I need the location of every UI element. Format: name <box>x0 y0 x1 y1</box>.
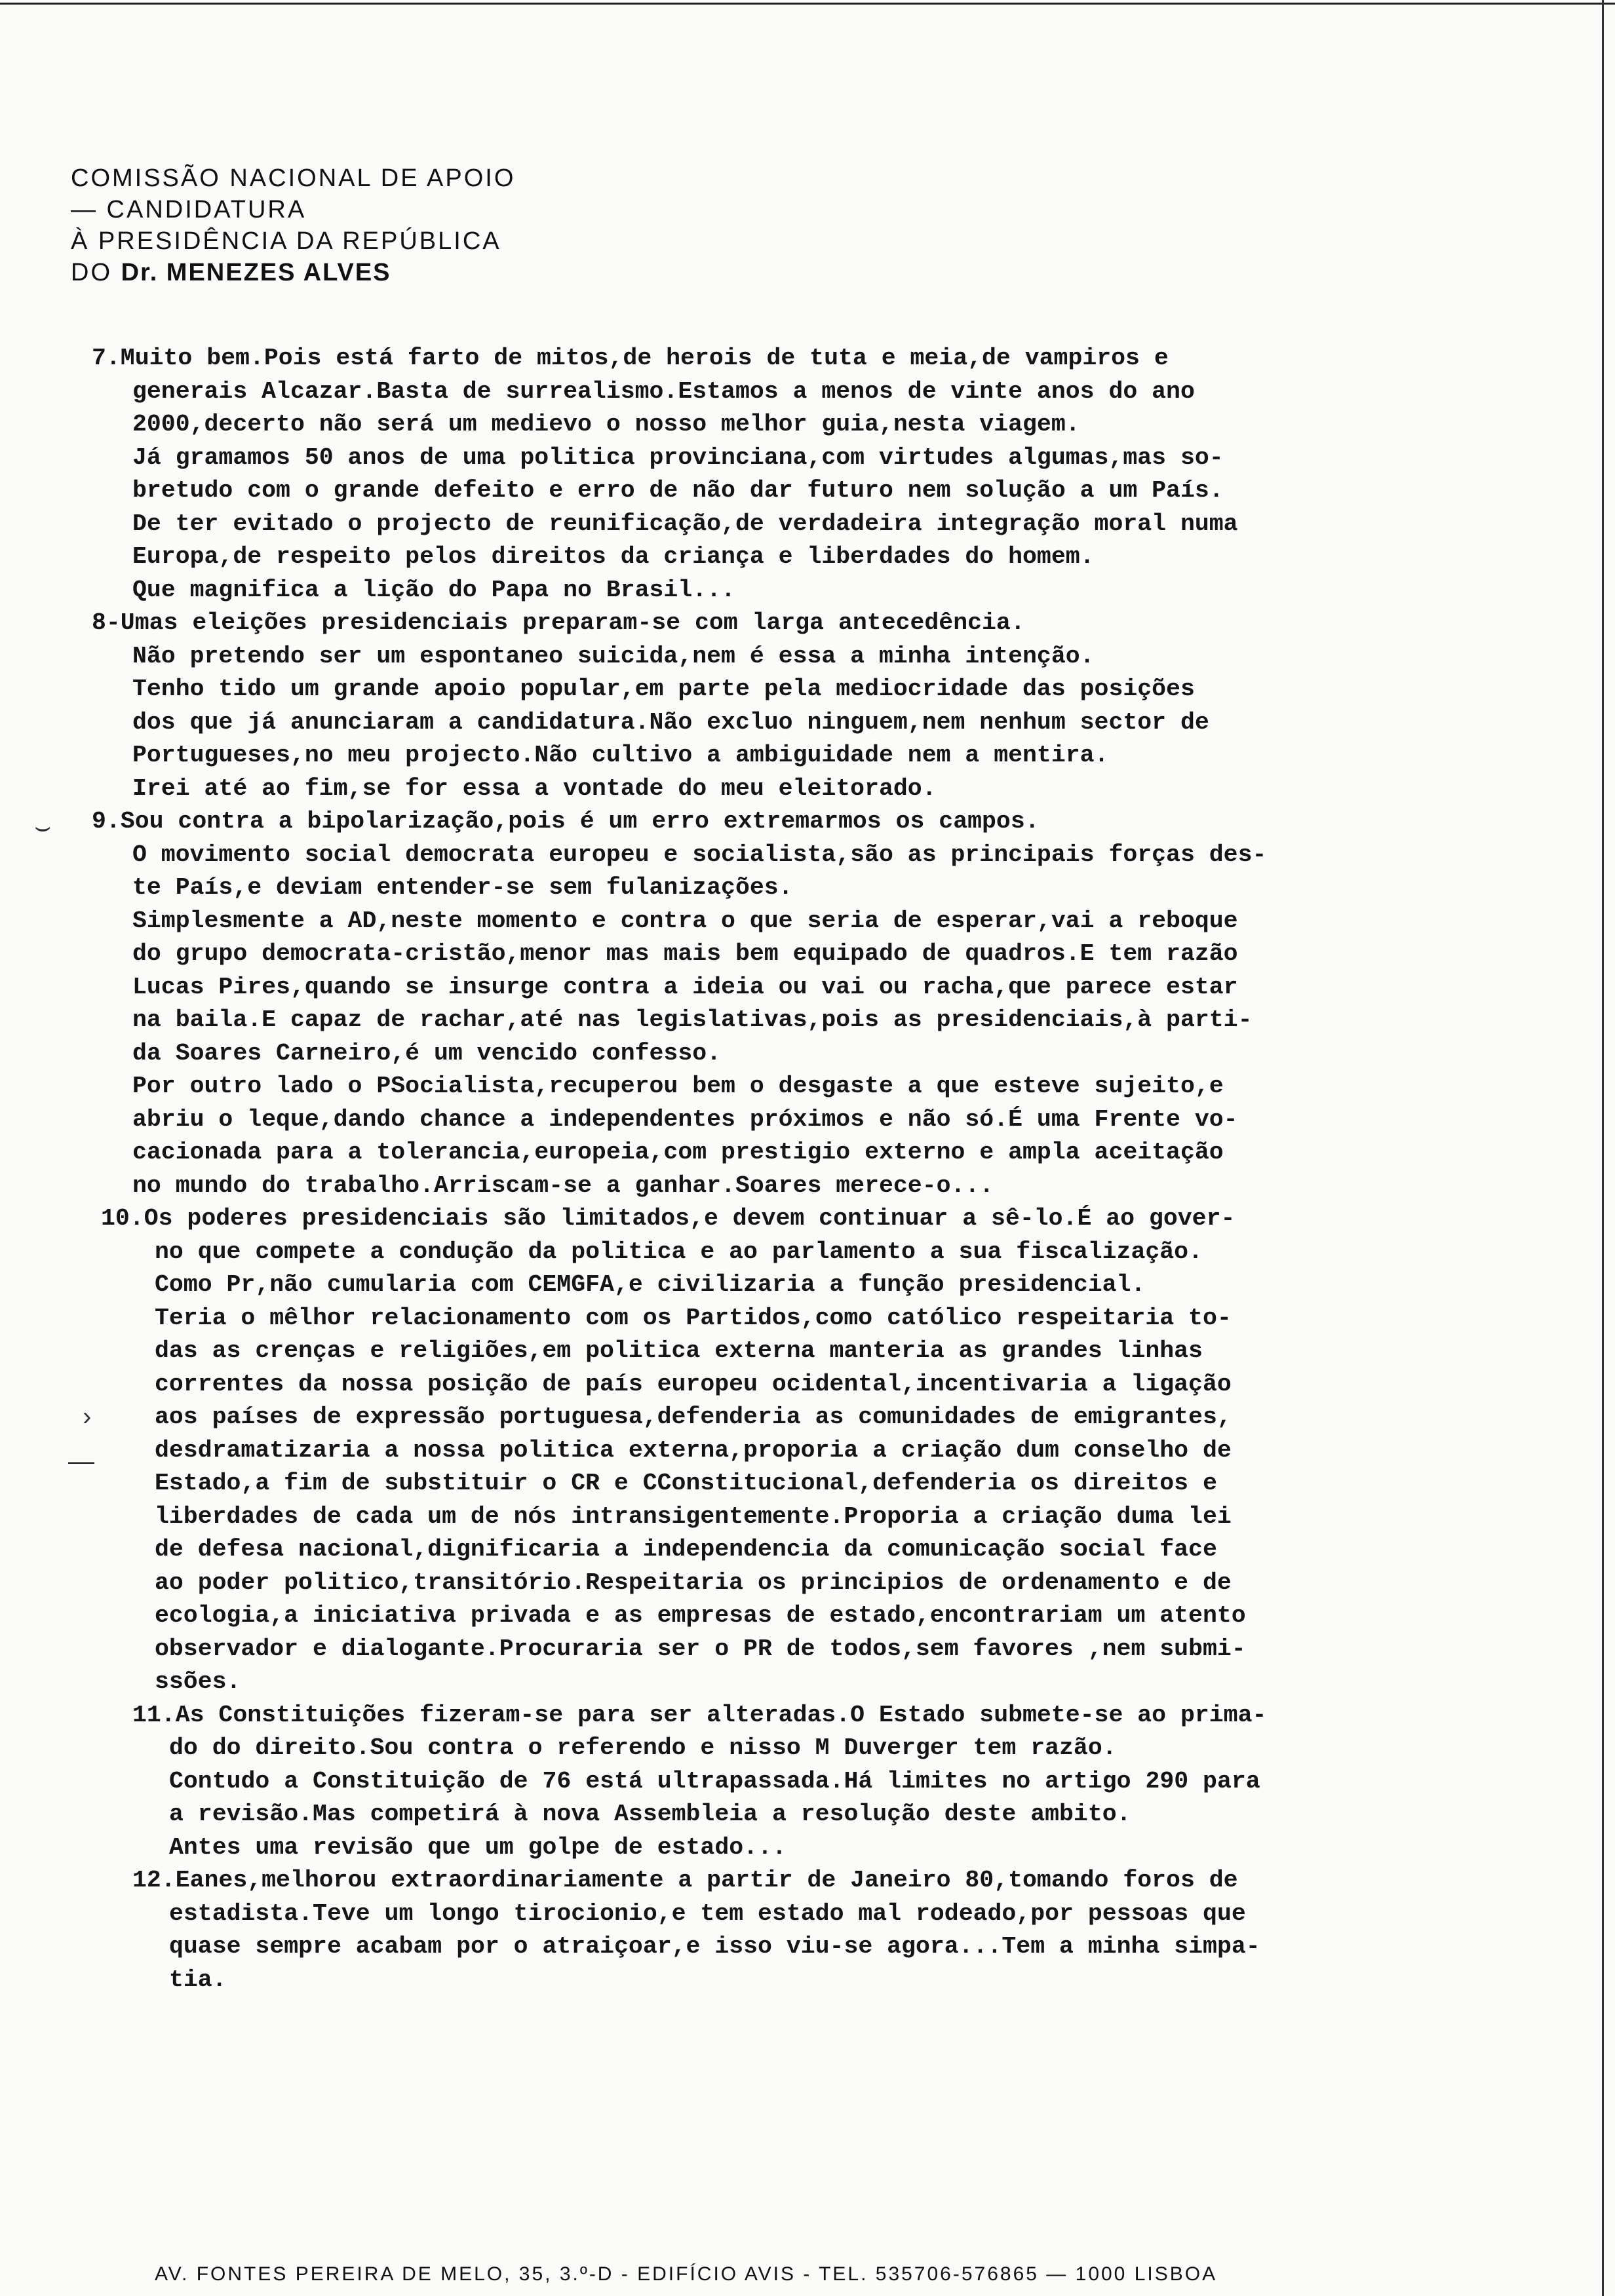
letterhead <box>71 163 515 288</box>
paragraph-line: 2000,decerto não será um medievo o nosso melhor guia,nesta viagem. <box>132 411 1080 438</box>
paragraph-10 <box>92 1202 1514 1699</box>
paragraph-line: desdramatizaria a nossa politica externa,proporia a criação dum conselho de <box>155 1436 1232 1464</box>
letterhead-line-1: COMISSÃO NACIONAL DE APOIO <box>71 164 516 192</box>
paragraph-line: das as crenças e religiões,em politica externa manteria as grandes linhas <box>155 1337 1203 1364</box>
letterhead-line-4 <box>71 257 515 288</box>
paragraph-line: da Soares Carneiro,é um vencido confesso. <box>132 1039 722 1067</box>
paragraph-line: De ter evitado o projecto de reunificação,de verdadeira integração moral numa <box>132 510 1238 537</box>
letterhead-line-2: — CANDIDATURA <box>71 196 307 223</box>
paragraph-line: observador e dialogante.Procuraria ser o PR de todos,sem favores ,nem submi- <box>155 1635 1246 1662</box>
paragraph-line: cacionada para a tolerancia,europeia,com prestigio externo e ampla aceitação <box>132 1139 1224 1166</box>
paragraph-line: aos países de expressão portuguesa,defenderia as comunidades de emigrantes, <box>155 1404 1232 1430</box>
paragraph-12 <box>92 1864 1514 1997</box>
margin-pencil-mark: ⌣ <box>34 813 52 841</box>
paragraph-line: do do direito.Sou contra o referendo e nisso M Duverger tem razão. <box>169 1734 1117 1761</box>
margin-pencil-mark: — <box>68 1447 94 1476</box>
paragraph-line: Simplesmente a AD,neste momento e contra o que seria de esperar,vai a reboque <box>132 907 1238 934</box>
paragraph-line: Como Pr,não cumularia com CEMGFA,e civilizaria a função presidencial. <box>155 1271 1146 1298</box>
paragraph-9 <box>92 805 1514 1202</box>
paragraph-line: Europa,de respeito pelos direitos da criança e liberdades do homem. <box>132 543 1095 570</box>
paragraph-line: Irei até ao fim,se for essa a vontade do meu eleitorado. <box>132 775 937 802</box>
paragraph-line: quase sempre acabam por o atraiçoar,e isso viu-se agora...Tem a minha simpa- <box>169 1933 1260 1960</box>
paragraph-line: Antes uma revisão que um golpe de estado... <box>169 1833 787 1861</box>
margin-pencil-mark: › <box>83 1402 92 1431</box>
paragraph-line: a revisão.Mas competirá à nova Assembleia a resolução deste ambito. <box>169 1801 1131 1827</box>
paragraph-line: Que magnifica a lição do Papa no Brasil... <box>132 576 735 603</box>
paragraph-line: Teria o mêlhor relacionamento com os Partidos,como católico respeitaria to- <box>155 1304 1232 1331</box>
paragraph-line: 9.Sou contra a bipolarização,pois é um erro extremarmos os campos. <box>92 808 1040 835</box>
paragraph-line: Não pretendo ser um espontaneo suicida,nem é essa a minha intenção. <box>132 642 1095 670</box>
letterhead-prefix: DO <box>71 259 112 286</box>
paragraph-7 <box>92 342 1514 607</box>
paragraph-line: estadista.Teve um longo tirocionio,e tem estado mal rodeado,por pessoas que <box>169 1900 1246 1927</box>
paragraph-line: liberdades de cada um de nós intransigentemente.Proporia a criação duma lei <box>155 1502 1232 1530</box>
paragraph-line: tia. <box>169 1966 227 1993</box>
document-body <box>92 342 1514 1997</box>
top-edge-rule <box>0 3 1615 5</box>
paragraph-line: de defesa nacional,dignificaria a independencia da comunicação social face <box>155 1536 1217 1563</box>
paragraph-line: correntes da nossa posição de país europeu ocidental,incentivaria a ligação <box>155 1370 1232 1398</box>
candidate-name: Dr. MENEZES ALVES <box>121 259 391 286</box>
paragraph-line: ao poder politico,transitório.Respeitaria os principios de ordenamento e de <box>155 1569 1232 1596</box>
paragraph-line: Por outro lado o PSocialista,recuperou bem o desgaste a que esteve sujeito,e <box>132 1073 1224 1100</box>
paragraph-line: ecologia,a iniciativa privada e as empresas de estado,encontrariam um atento <box>155 1602 1246 1629</box>
paragraph-line: ssões. <box>155 1668 241 1695</box>
paragraph-line: te País,e deviam entender-se sem fulanizações. <box>132 874 793 901</box>
paragraph-line: do grupo democrata-cristão,menor mas mais bem equipado de quadros.E tem razão <box>132 940 1238 967</box>
paragraph-line: 11.As Constituições fizeram-se para ser alteradas.O Estado submete-se ao prima- <box>132 1701 1267 1729</box>
paragraph-line: abriu o leque,dando chance a independentes próximos e não só.É uma Frente vo- <box>132 1105 1238 1133</box>
paragraph-line: 12.Eanes,melhorou extraordinariamente a partir de Janeiro 80,tomando foros de <box>132 1867 1238 1894</box>
paragraph-line: Portugueses,no meu projecto.Não cultivo a ambiguidade nem a mentira. <box>132 742 1109 769</box>
paragraph-11 <box>92 1699 1514 1865</box>
paragraph-line: O movimento social democrata europeu e socialista,são as principais forças des- <box>132 841 1267 868</box>
letterhead-line-3: À PRESIDÊNCIA DA REPÚBLICA <box>71 227 501 255</box>
footer-address: AV. FONTES PEREIRA DE MELO, 35, 3.º-D - EDIFÍCIO AVIS - TEL. 535706-576865 — 1000 LISBOA <box>155 2263 1218 2285</box>
paragraph-line: bretudo com o grande defeito e erro de não dar futuro nem solução a um País. <box>132 477 1224 504</box>
paragraph-line: no que compete a condução da politica e ao parlamento a sua fiscalização. <box>155 1238 1203 1265</box>
paragraph-line: no mundo do trabalho.Arriscam-se a ganhar.Soares merece-o... <box>132 1172 994 1199</box>
paragraph-line: Estado,a fim de substituir o CR e CConstitucional,defenderia os direitos e <box>155 1470 1217 1497</box>
paragraph-line: 8-Umas eleições presidenciais preparam-se com larga antecedência. <box>92 609 1025 636</box>
paragraph-line: Contudo a Constituição de 76 está ultrapassada.Há limites no artigo 290 para <box>169 1767 1260 1795</box>
paragraph-line: generais Alcazar.Basta de surrealismo.Estamos a menos de vinte anos do ano <box>132 377 1195 405</box>
paragraph-line: na baila.E capaz de rachar,até nas legislativas,pois as presidenciais,à parti- <box>132 1006 1253 1033</box>
paragraph-line: 10.Os poderes presidenciais são limitados,e devem continuar a sê-lo.É ao gover- <box>101 1205 1236 1232</box>
paragraph-line: 7.Muito bem.Pois está farto de mitos,de herois de tuta e meia,de vampiros e <box>92 345 1169 372</box>
paragraph-line: Já gramamos 50 anos de uma politica provinciana,com virtudes algumas,mas so- <box>132 444 1224 471</box>
paragraph-8 <box>92 607 1514 805</box>
paragraph-line: Tenho tido um grande apoio popular,em parte pela mediocridade das posições <box>132 676 1195 702</box>
right-edge-rule <box>1602 0 1604 2296</box>
paragraph-line: Lucas Pires,quando se insurge contra a ideia ou vai ou racha,que parece estar <box>132 973 1238 1001</box>
paragraph-line: dos que já anunciaram a candidatura.Não excluo ninguem,nem nenhum sector de <box>132 708 1209 736</box>
